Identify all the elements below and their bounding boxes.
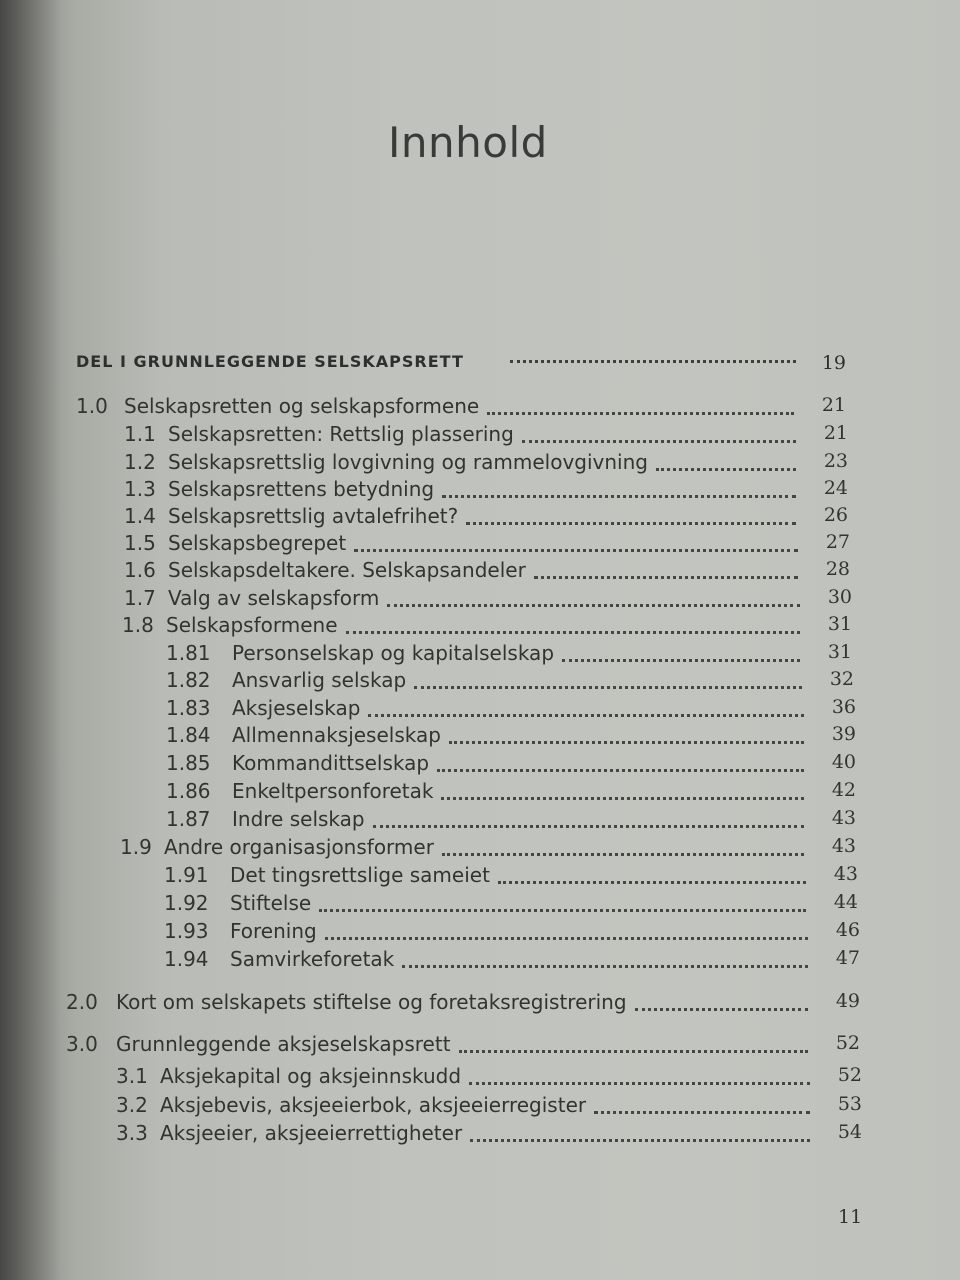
entry-title: Personselskap og kapitalselskap: [232, 641, 555, 665]
entry-title: Selskapsrettslig lovgivning og rammelovgivning: [168, 450, 648, 474]
entry-number: 1.5: [124, 531, 156, 555]
entry-number: 1.83: [166, 696, 211, 720]
leader-dots: [414, 686, 802, 689]
entry-number: 1.9: [120, 835, 152, 859]
toc-entry-1-1: [124, 422, 848, 448]
toc-entry-1-2: [124, 450, 848, 476]
entry-number: 1.3: [124, 477, 156, 501]
leader-dots: [387, 604, 800, 607]
toc-entry-1-3: [124, 477, 848, 503]
entry-number: 1.0: [76, 394, 108, 418]
toc-entry-1-92: [164, 891, 858, 917]
entry-title: Selskapsrettens betydning: [168, 477, 435, 501]
toc-entry-1-8: [122, 613, 852, 639]
entry-number: 1.86: [166, 779, 211, 803]
leader-dots: [449, 741, 804, 744]
entry-title: Det tingsrettslige sameiet: [230, 863, 490, 887]
entry-title: Selskapsbegrepet: [168, 531, 347, 555]
leader-dots: [325, 937, 808, 940]
leader-dots: [319, 909, 806, 912]
leader-dots: [498, 881, 806, 884]
entry-title: Aksjebevis, aksjeeierbok, aksjeeierregister: [160, 1093, 587, 1117]
entry-page-number: 40: [831, 751, 856, 773]
leader-dots: [469, 1082, 810, 1085]
entry-number: 3.0: [66, 1032, 98, 1056]
entry-page-number: 43: [831, 807, 856, 829]
entry-page-number: 47: [835, 947, 860, 969]
entry-number: 1.94: [164, 947, 209, 971]
leader-dots: [522, 440, 796, 443]
entry-number: 1.93: [164, 919, 209, 943]
leader-dots: [368, 714, 804, 717]
toc-entry-3-2: [116, 1093, 862, 1119]
toc-entry-1-94: [164, 947, 860, 973]
leader-dots: [562, 659, 800, 662]
leader-dots: [466, 522, 796, 525]
leader-dots: [487, 412, 794, 415]
entry-title: Selskapsdeltakere. Selskapsandeler: [168, 558, 526, 582]
entry-page-number: 39: [831, 723, 856, 745]
entry-page-number: 49: [835, 990, 860, 1012]
entry-title: Valg av selskapsform: [168, 586, 380, 610]
entry-page-number: 43: [833, 863, 858, 885]
entry-number: 1.81: [166, 641, 211, 665]
toc-entry-1-87: [166, 807, 856, 833]
entry-page-number: 53: [837, 1093, 862, 1115]
entry-page-number: 31: [827, 641, 852, 663]
entry-title: Kort om selskapets stiftelse og foretaksregistrering: [116, 990, 627, 1014]
entry-page-number: 24: [823, 477, 848, 499]
entry-page-number: 46: [835, 919, 860, 941]
entry-title: Selskapsrettslig avtalefrihet?: [168, 504, 459, 528]
toc-entry-1-93: [164, 919, 860, 945]
entry-number: 1.1: [124, 422, 156, 446]
entry-title: Enkeltpersonforetak: [232, 779, 434, 803]
entry-number: 1.82: [166, 668, 211, 692]
leader-dots: [346, 631, 801, 634]
toc-entry-1-0: [76, 394, 846, 420]
leader-dots: [402, 965, 808, 968]
leader-dots: [470, 1139, 810, 1142]
entry-title: Andre organisasjonsformer: [164, 835, 434, 859]
entry-number: 1.8: [122, 613, 154, 637]
toc-entry-1-7: [124, 586, 852, 612]
entry-title: Aksjekapital og aksjeinnskudd: [160, 1064, 462, 1088]
entry-title: Forening: [230, 919, 317, 943]
entry-title: Kommandittselskap: [232, 751, 430, 775]
toc-entry-1-84: [166, 723, 856, 749]
leader-dots: [442, 853, 804, 856]
entry-page-number: 28: [825, 558, 850, 580]
toc-entry-3-0: [66, 1032, 860, 1058]
toc-entry-1-6: [124, 558, 850, 584]
toc-entry-1-81: [166, 641, 852, 667]
entry-number: 1.92: [164, 891, 209, 915]
entry-number: 1.7: [124, 586, 156, 610]
entry-number: 1.6: [124, 558, 156, 582]
page-number: 11: [838, 1206, 863, 1228]
leader-dots: [442, 495, 796, 498]
entry-page-number: 42: [831, 779, 856, 801]
entry-page-number: 43: [831, 835, 856, 857]
entry-number: 1.4: [124, 504, 156, 528]
entry-number: 2.0: [66, 990, 98, 1014]
entry-page-number: 31: [827, 613, 852, 635]
entry-title: Indre selskap: [232, 807, 365, 831]
leader-dots: [373, 825, 804, 828]
part-heading: [76, 352, 846, 376]
entry-page-number: 27: [825, 531, 850, 553]
leader-dots: [437, 769, 804, 772]
entry-page-number: 26: [823, 504, 848, 526]
entry-title: Allmennaksjeselskap: [232, 723, 441, 747]
entry-title: Ansvarlig selskap: [232, 668, 407, 692]
entry-page-number: 36: [831, 696, 856, 718]
entry-number: 1.91: [164, 863, 209, 887]
entry-page-number: 52: [837, 1064, 862, 1086]
part-label: DEL I GRUNNLEGGENDE SELSKAPSRETT: [76, 352, 464, 371]
entry-page-number: 21: [821, 394, 846, 416]
entry-page-number: 23: [823, 450, 848, 472]
entry-title: Stiftelse: [230, 891, 312, 915]
toc-entry-1-83: [166, 696, 856, 722]
entry-title: Aksjeeier, aksjeeierrettigheter: [160, 1121, 463, 1145]
toc-entry-1-4: [124, 504, 848, 530]
toc-entry-2-0: [66, 990, 860, 1016]
entry-title: Selskapsretten: Rettslig plassering: [168, 422, 514, 446]
entry-page-number: 32: [829, 668, 854, 690]
toc-entry-1-86: [166, 779, 856, 805]
entry-title: Samvirkeforetak: [230, 947, 395, 971]
leader-dots: [594, 1111, 810, 1114]
leader-dots: [354, 549, 798, 552]
entry-title: Selskapsretten og selskapsformene: [124, 394, 480, 418]
entry-number: 3.2: [116, 1093, 148, 1117]
entry-title: Aksjeselskap: [232, 696, 361, 720]
toc-entry-1-91: [164, 863, 858, 889]
entry-page-number: 54: [837, 1121, 862, 1143]
leader-dots: [656, 468, 796, 471]
entry-number: 3.1: [116, 1064, 148, 1088]
entry-page-number: 30: [827, 586, 852, 608]
leader-dots: [534, 576, 798, 579]
toc-entry-1-82: [166, 668, 854, 694]
leader-dots: [459, 1050, 808, 1053]
toc-entry-1-5: [124, 531, 850, 557]
entry-number: 1.85: [166, 751, 211, 775]
part-page-number: 19: [821, 352, 846, 374]
page-title: Innhold: [388, 118, 548, 167]
leader-dots: [441, 797, 804, 800]
entry-number: 1.87: [166, 807, 211, 831]
toc-entry-1-85: [166, 751, 856, 777]
toc-entry-3-1: [116, 1064, 862, 1090]
toc-entry-3-3: [116, 1121, 862, 1147]
entry-page-number: 21: [823, 422, 848, 444]
toc-entry-1-9: [120, 835, 856, 861]
leader-dots: [510, 360, 796, 363]
entry-number: 1.2: [124, 450, 156, 474]
entry-page-number: 44: [833, 891, 858, 913]
entry-title: Grunnleggende aksjeselskapsrett: [116, 1032, 451, 1056]
entry-page-number: 52: [835, 1032, 860, 1054]
entry-title: Selskapsformene: [166, 613, 338, 637]
book-spine-shadow: [0, 0, 60, 1280]
leader-dots: [635, 1008, 808, 1011]
entry-number: 3.3: [116, 1121, 148, 1145]
entry-number: 1.84: [166, 723, 211, 747]
